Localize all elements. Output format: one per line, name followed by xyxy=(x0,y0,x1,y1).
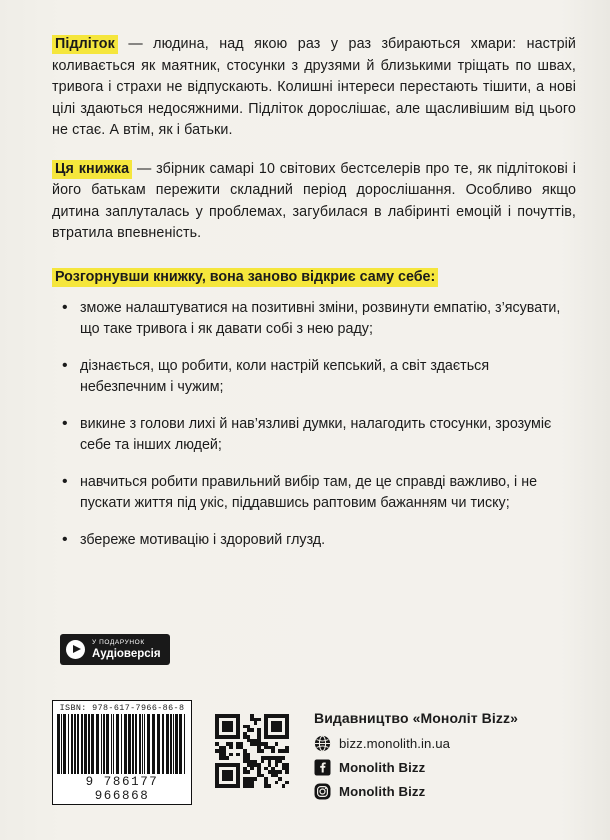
list-item: • навчиться робити правильний вибір там, де це справді важливо, і не пускати життя під укіс, піддавшись раптовим бажанням чи тиску; xyxy=(58,472,570,515)
publisher-name: Видавництво «Моноліт Bizz» xyxy=(314,710,518,726)
globe-icon xyxy=(314,735,331,752)
list-item: • збереже мотивацію і здоровий глузд. xyxy=(58,530,570,552)
paragraph-teen-text: — людина, над якою раз у раз збираються хмари: настрій коливається як маятник, стосунки з друзями й близькими тріщать по швах, тривога і страхи не відпускають. Колишні інтереси перестають тішити, а нові цілі здаються недосяжними. Підліток дорослішає, але щасливішим від цього не стає. А втім, як і батьки. xyxy=(52,36,576,138)
website-row[interactable] xyxy=(314,735,572,752)
paragraph-book-text: — збірник самарі 10 світових бестселерів про те, як підлітокові і його батькам пережити складний період дорослішання. Особливо якщо дитина заплуталась у проблемах, загубилася в лабіринті емоцій і почуттів, втратила впевненість. xyxy=(52,160,576,241)
paragraph-book xyxy=(52,159,576,245)
barcode xyxy=(52,700,192,805)
audio-badge-text xyxy=(92,639,161,661)
facebook-label: Monolith Bizz xyxy=(339,760,426,775)
play-icon xyxy=(66,640,85,659)
instagram-label: Monolith Bizz xyxy=(339,784,426,799)
footer xyxy=(52,700,572,806)
highlight-lead: Розгорнувши книжку, вона заново відкриє саму себе: xyxy=(52,268,438,287)
benefits-lead xyxy=(52,267,576,288)
paragraph-teen xyxy=(52,34,576,142)
barcode-bars xyxy=(57,714,187,774)
list-item: • дізнається, що робити, коли настрій кепський, а світ здається небезпечним і чужим; xyxy=(58,356,570,399)
facebook-icon xyxy=(314,759,331,776)
list-item: • викине з голови лихі й нав’язливі думки, налагодить стосунки, зрозуміє себе та інших людей; xyxy=(58,414,570,457)
list-item: • зможе налаштуватися на позитивні зміни, розвинути емпатію, з’ясувати, що таке тривога і як давати собі з нею раду; xyxy=(58,298,570,341)
benefits-list xyxy=(52,298,576,552)
highlight-book: Ця книжка xyxy=(52,160,132,179)
audio-version-badge xyxy=(60,634,170,665)
website-label: bizz.monolith.in.ua xyxy=(339,736,451,751)
instagram-row[interactable] xyxy=(314,783,572,800)
audio-badge-gift-label: У ПОДАРУНОК xyxy=(92,638,145,646)
audio-badge-label: Аудіоверсія xyxy=(92,647,161,660)
qr-code[interactable] xyxy=(215,714,289,788)
publisher-block xyxy=(314,710,572,807)
instagram-icon xyxy=(314,783,331,800)
barcode-digits: 9 786177 966868 xyxy=(85,775,159,803)
highlight-teen: Підліток xyxy=(52,35,118,54)
facebook-row[interactable] xyxy=(314,759,572,776)
isbn-label: ISBN: 978-617-7966-86-8 xyxy=(59,703,185,713)
